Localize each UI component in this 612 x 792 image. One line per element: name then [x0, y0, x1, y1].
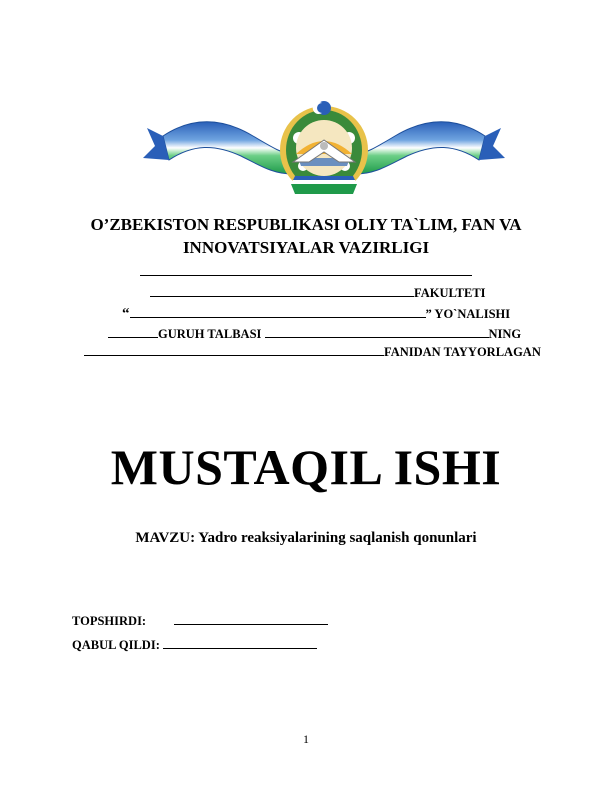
ning-label: NING	[488, 327, 522, 341]
university-blank-line	[0, 264, 612, 280]
accepted-row	[72, 637, 317, 653]
group-label: GURUH TALBASI	[158, 327, 262, 341]
ministry-title-line-1: O’ZBEKISTON RESPUBLIKASI OLIY TA`LIM, FAN VA	[90, 215, 522, 234]
faculty-label: FAKULTETI	[414, 286, 486, 300]
faculty-line	[150, 285, 486, 301]
group-blank	[108, 326, 158, 338]
subject-blank	[84, 344, 384, 356]
direction-label: ” YO`NALISHI	[425, 307, 511, 321]
university-blank	[140, 264, 472, 276]
direction-open-quote: “	[122, 306, 130, 322]
submitted-blank	[174, 613, 328, 625]
accepted-label: QABUL QILDI:	[72, 638, 160, 652]
ministry-title-line-2: INNOVATSIYALAR VAZIRLIGI	[182, 238, 430, 257]
faculty-blank	[150, 285, 414, 297]
document-title: MUSTAQIL ISHI	[110, 439, 502, 495]
state-emblem-icon	[123, 88, 525, 198]
student-name-blank	[265, 326, 489, 338]
direction-blank	[130, 306, 426, 318]
group-line	[108, 326, 521, 342]
document-topic: MAVZU: Yadro reaksiyalarining saqlanish qonunlari	[135, 530, 477, 546]
direction-line	[122, 306, 510, 323]
prepared-label: FANIDAN TAYYORLAGAN	[384, 345, 541, 359]
submitted-row	[72, 613, 328, 629]
page-number: 1	[303, 732, 309, 746]
submitted-label: TOPSHIRDI:	[72, 614, 147, 628]
subject-line	[84, 344, 541, 360]
accepted-blank	[163, 637, 317, 649]
